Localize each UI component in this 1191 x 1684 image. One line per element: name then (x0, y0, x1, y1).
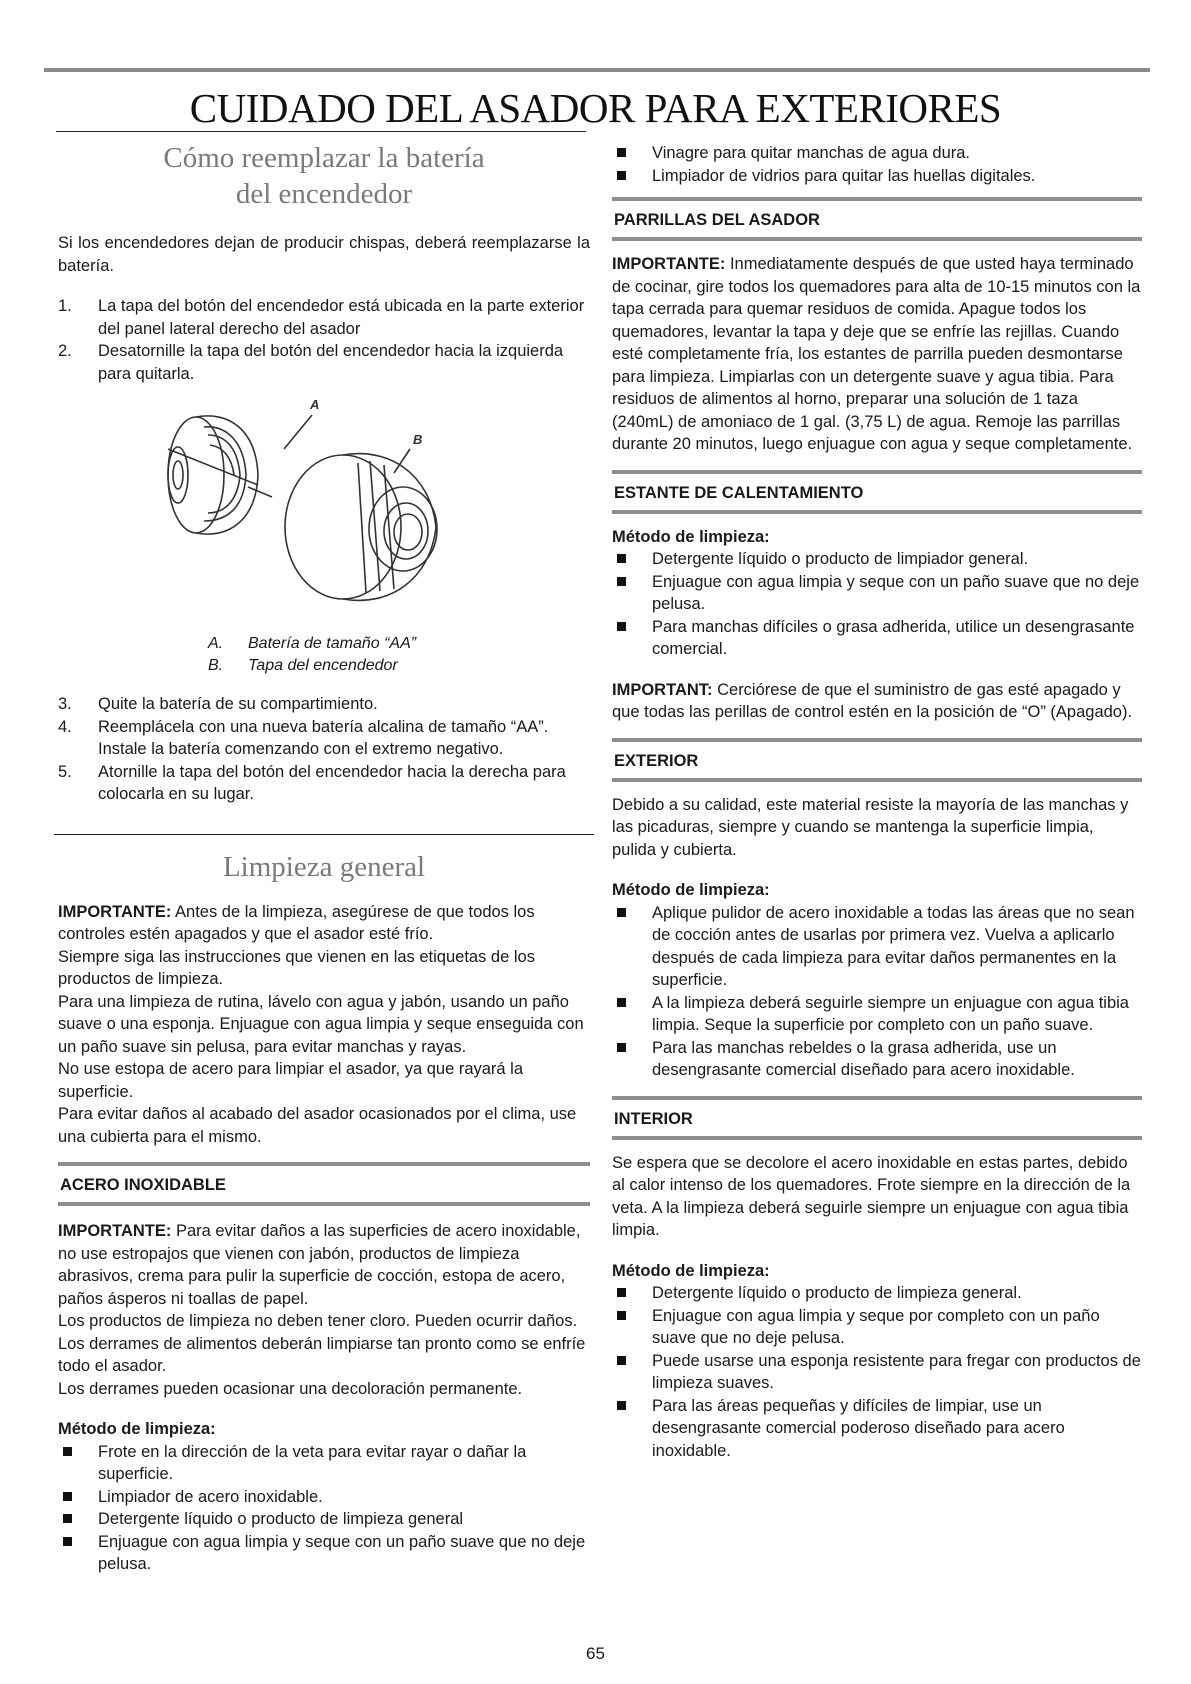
general-para: No use estopa de acero para limpiar el asador, ya que rayará la superficie. (58, 1060, 524, 1101)
step-item (58, 693, 590, 716)
warming-heading-text: ESTANTE DE CALENTAMIENTO (614, 483, 864, 502)
caption-letter: B. (208, 657, 224, 674)
list-item: Enjuague con agua limpia y seque por completo con un paño suave que no deje pelusa. (612, 1305, 1142, 1350)
warming-important (612, 679, 1142, 724)
caption-text: Batería de tamaño “AA” (248, 635, 417, 652)
list-item: Detergente líquido o producto de limpieza general. (612, 1282, 1142, 1305)
grills-heading (612, 197, 1142, 241)
stainless-heading (58, 1162, 590, 1206)
list-item: Frote en la dirección de la veta para evitar rayar o dañar la superficie. (58, 1441, 590, 1486)
warming-rack-heading (612, 470, 1142, 514)
step-item (58, 716, 590, 761)
interior-heading (612, 1096, 1142, 1140)
igniter-figure (58, 389, 590, 635)
warming-method-label: Método de limpieza: (612, 527, 770, 546)
list-item: Limpiador de acero inoxidable. (58, 1486, 590, 1509)
exterior-heading-text: EXTERIOR (614, 751, 699, 770)
battery-title-line1: Cómo reemplazar la batería (163, 142, 485, 174)
list-item: A la limpieza deberá seguirle siempre un enjuague con agua tibia limpia. Seque la superficie por completo con un paño suave. (612, 992, 1142, 1037)
step-text: Atornille la tapa del botón del encendedor hacia la derecha para colocarla en su lugar. (98, 762, 566, 803)
page-number: 65 (586, 1644, 605, 1663)
stainless-para: Los derrames de alimentos deberán limpiarse tan pronto como se enfríe todo el asador. (58, 1334, 586, 1375)
list-item: Detergente líquido o producto de limpieza general (58, 1508, 590, 1531)
general-para: Siempre siga las instrucciones que vienen en las etiquetas de los productos de limpieza. (58, 947, 535, 988)
top-rule (44, 68, 1150, 72)
important-label: IMPORTANTE: (58, 1222, 172, 1240)
step-number: 1. (58, 297, 72, 315)
stainless-extra-list (612, 142, 1142, 187)
exterior-heading (612, 738, 1142, 782)
stainless-heading-text: ACERO INOXIDABLE (60, 1176, 226, 1194)
important-label: IMPORTANTE: (612, 255, 726, 273)
step-item (58, 295, 590, 340)
figure-captions (208, 633, 590, 677)
list-item: Enjuague con agua limpia y seque con un paño suave que no deje pelusa. (58, 1531, 590, 1576)
caption-text: Tapa del encendedor (248, 657, 398, 674)
list-item: Aplique pulidor de acero inoxidable a todas las áreas que no sean de cocción antes de usarlas por primera vez. Vuelva a aplicarlo después de cada limpieza para evitar daños permanentes en la superficie. (612, 902, 1142, 992)
stainless-method-list (58, 1441, 590, 1576)
general-important (58, 901, 590, 946)
step-text: Reemplácela con una nueva batería alcalina de tamaño “AA”. Instale la batería comenzando con el extremo negativo. (98, 717, 549, 758)
caption-letter: A. (208, 635, 224, 652)
battery-steps-first (58, 295, 590, 385)
interior-method-list (612, 1282, 1142, 1462)
interior-heading-text: INTERIOR (614, 1109, 693, 1128)
list-item: Para las manchas rebeldes o la grasa adherida, use un desengrasante comercial diseñado para acero inoxidable. (612, 1037, 1142, 1082)
important-text: Para evitar daños a las superficies de acero inoxidable, no use estropajos que vienen con jabón, productos de limpieza abrasivos, crema para pulir la superficie de cocción, estopa de acero, paños ásperos ni toallas de papel. (58, 1222, 581, 1308)
left-column (58, 140, 590, 1576)
battery-intro: Si los encendedores dejan de producir chispas, deberá reemplazarse la batería. (58, 234, 590, 275)
step-text: La tapa del botón del encendedor está ubicada en la parte exterior del panel lateral derecho del asador (98, 297, 585, 338)
figure-label-a: A (310, 397, 320, 412)
caption-item (208, 633, 590, 655)
interior-method-label: Método de limpieza: (612, 1261, 770, 1280)
general-cleaning-body (58, 901, 590, 1149)
stainless-method-label: Método de limpieza: (58, 1420, 216, 1438)
list-item: Enjuague con agua limpia y seque con un paño suave que no deje pelusa. (612, 571, 1142, 616)
stainless-para: Los productos de limpieza no deben tener cloro. Pueden ocurrir daños. (58, 1312, 578, 1330)
step-number: 5. (58, 762, 72, 781)
step-number: 2. (58, 342, 72, 360)
grills-important (612, 253, 1142, 456)
stainless-para: Los derrames pueden ocasionar una decoloración permanente. (58, 1379, 523, 1398)
igniter-illustration (58, 389, 590, 635)
section-divider (54, 834, 594, 835)
exterior-method-list (612, 902, 1142, 1082)
caption-item (208, 655, 590, 677)
general-para: Para una limpieza de rutina, lávelo con agua y jabón, usando un paño suave o una esponja. Enjuague con agua limpia y seque enseguida con un paño suave sin pelusa, para evitar manchas y rayas. (58, 992, 584, 1056)
battery-steps-second (58, 693, 590, 806)
step-item (58, 761, 590, 806)
step-number: 3. (58, 695, 72, 713)
step-item (58, 340, 590, 385)
list-item: Para las áreas pequeñas y difíciles de limpiar, use un desengrasante comercial poderoso diseñado para acero inoxidable. (612, 1395, 1142, 1463)
stainless-important (58, 1220, 590, 1310)
important-text: Inmediatamente después de que usted haya terminado de cocinar, gire todos los quemadores para alta de 10-15 minutos con la tapa cerrada para quemar residuos de comida. Apague todos los quemadores, levantar la tapa y deje que se enfríe las rejillas. Cuando esté completamente fría, los estantes de parrilla pueden desmontarse para limpieza. Limpiarlas con un detergente suave y agua tibia. Para residuos de alimentos al horno, preparar una solución de 1 taza (240mL) de amoniaco de 1 gal. (3,75 L) de agua. Remoje las parrillas durante 20 minutos, luego enjuague con agua y seque completamente. (612, 255, 1141, 453)
general-cleaning-title: Limpieza general (222, 850, 426, 883)
right-column (612, 140, 1142, 1462)
list-item: Limpiador de vidrios para quitar las huellas digitales. (612, 165, 1142, 188)
grills-heading-text: PARRILLAS DEL ASADOR (614, 211, 820, 229)
important-text: Antes de la limpieza, asegúrese de que todos los controles estén apagados y que el asador esté frío. (58, 902, 535, 943)
stainless-body (58, 1220, 590, 1400)
list-item: Detergente líquido o producto de limpiador general. (612, 548, 1142, 571)
general-para: Para evitar daños al acabado del asador ocasionados por el clima, use una cubierta para el mismo. (58, 1105, 577, 1146)
interior-intro: Se espera que se decolore el acero inoxidable en estas partes, debido al calor intenso de los quemadores. Frote siempre en la dirección de la veta. A la limpieza deberá seguirle siempre un enjuague con agua tibia limpia. (612, 1153, 1131, 1239)
battery-title-line2: del encendedor (235, 178, 413, 210)
warming-method-list (612, 548, 1142, 661)
step-text: Quite la batería de su compartimiento. (98, 695, 378, 713)
step-text: Desatornille la tapa del botón del encendedor hacia la izquierda para quitarla. (98, 342, 564, 383)
list-item: Puede usarse una esponja resistente para fregar con productos de limpieza suaves. (612, 1350, 1142, 1395)
list-item: Vinagre para quitar manchas de agua dura. (612, 142, 1142, 165)
important-text: Cerciórese de que el suministro de gas esté apagado y que todas las perillas de control estén en la posición de “O” (Apagado). (612, 680, 1133, 721)
battery-section-title (58, 140, 590, 212)
figure-label-b: B (413, 432, 423, 447)
exterior-method-label: Método de limpieza: (612, 881, 770, 899)
important-label: IMPORTANTE: (58, 902, 172, 921)
exterior-intro: Debido a su calidad, este material resiste la mayoría de las manchas y las picaduras, siempre y cuando se mantenga la superficie limpia, pulida y cubierta. (612, 795, 1129, 859)
list-item: Para manchas difíciles o grasa adherida, utilice un desengrasante comercial. (612, 616, 1142, 661)
title-underline (56, 131, 586, 132)
step-number: 4. (58, 717, 72, 736)
page-title: CUIDADO DEL ASADOR PARA EXTERIORES (189, 85, 1002, 131)
important-label: IMPORTANT: (612, 680, 713, 699)
